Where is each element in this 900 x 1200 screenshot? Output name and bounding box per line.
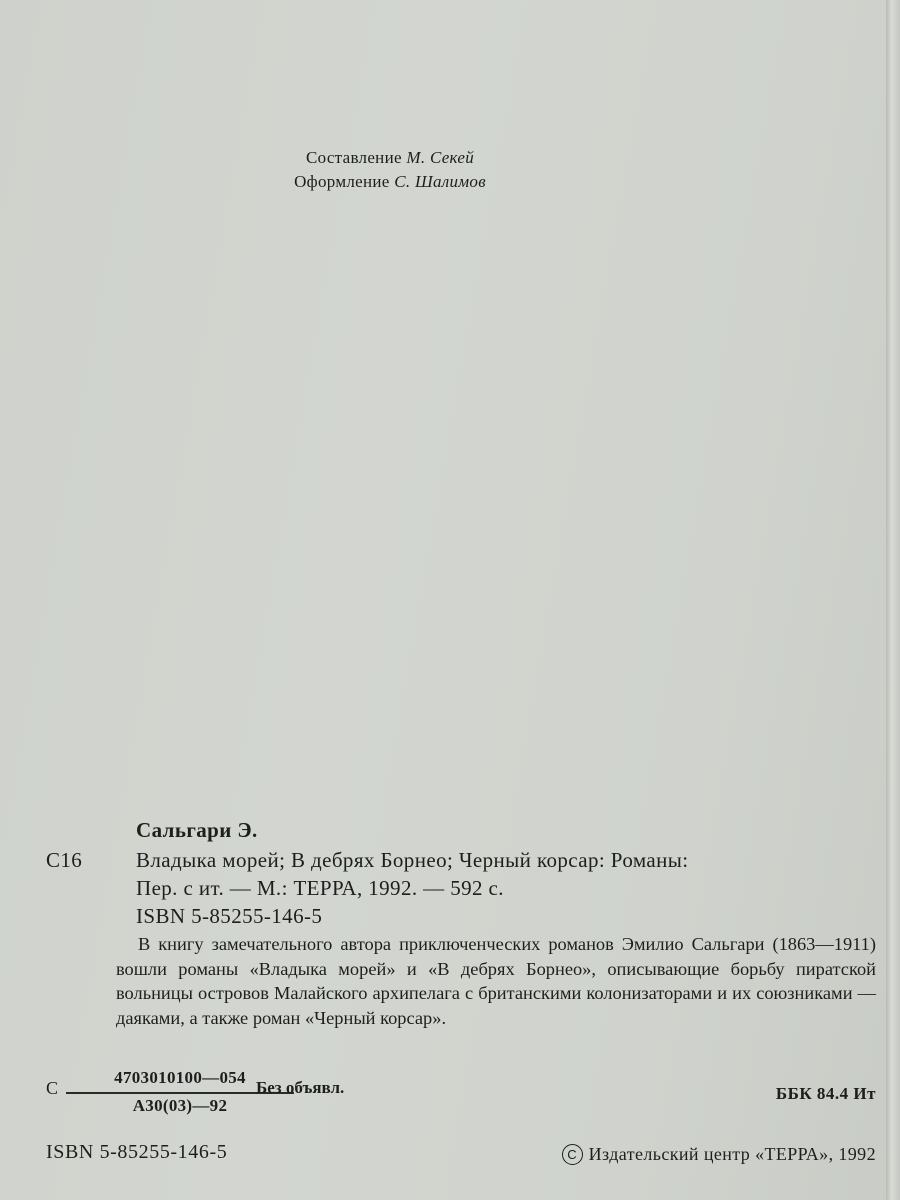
index-denominator: А30(03)—92 (132, 1096, 228, 1115)
credit-design-label: Оформление (294, 172, 390, 191)
copyright-icon: C (562, 1144, 583, 1165)
copyright-line (562, 1144, 876, 1165)
credit-compiled-label: Составление (305, 148, 402, 167)
copyright-text: Издательский центр «ТЕРРА», 1992 (588, 1144, 876, 1164)
publication-line: Пер. с ит. — М.: ТЕРРА, 1992. — 592 с. (136, 876, 504, 900)
credit-compiled-name: М. Секей (406, 148, 475, 167)
credit-compiled (0, 146, 780, 170)
annotation-text: В книгу замечательного автора приключенческих романов Эмилио Сальгари (1863—1911) вошли романы «Владыка морей» и «В дебрях Борнео», описывающие борьбу пиратской вольницы островов Малайского архипелага с британскими колонизаторами и их союзниками — даяками, а также роман «Черный корсар». (116, 934, 876, 1028)
author-heading: Сальгари Э. (136, 818, 258, 842)
credit-design (0, 170, 780, 194)
credit-design-name: С. Шалимов (394, 172, 486, 191)
credits-block (0, 146, 780, 194)
bbk-code: ББК 84.4 Ит (775, 1084, 876, 1103)
annotation (116, 932, 876, 1030)
index-note: Без объявл. (256, 1078, 345, 1097)
isbn-catalog: ISBN 5-85255-146-5 (136, 904, 323, 928)
page-edge (886, 0, 900, 1200)
index-numerator: 4703010100—054 (114, 1068, 246, 1087)
isbn-bottom: ISBN 5-85255-146-5 (46, 1141, 228, 1163)
index-letter: С (46, 1078, 59, 1098)
book-title-line: Владыка морей; В дебрях Борнео; Черный корсар: Романы: (136, 848, 689, 872)
bleed-through-mark (70, 228, 83, 267)
catalog-code: С16 (46, 848, 83, 872)
